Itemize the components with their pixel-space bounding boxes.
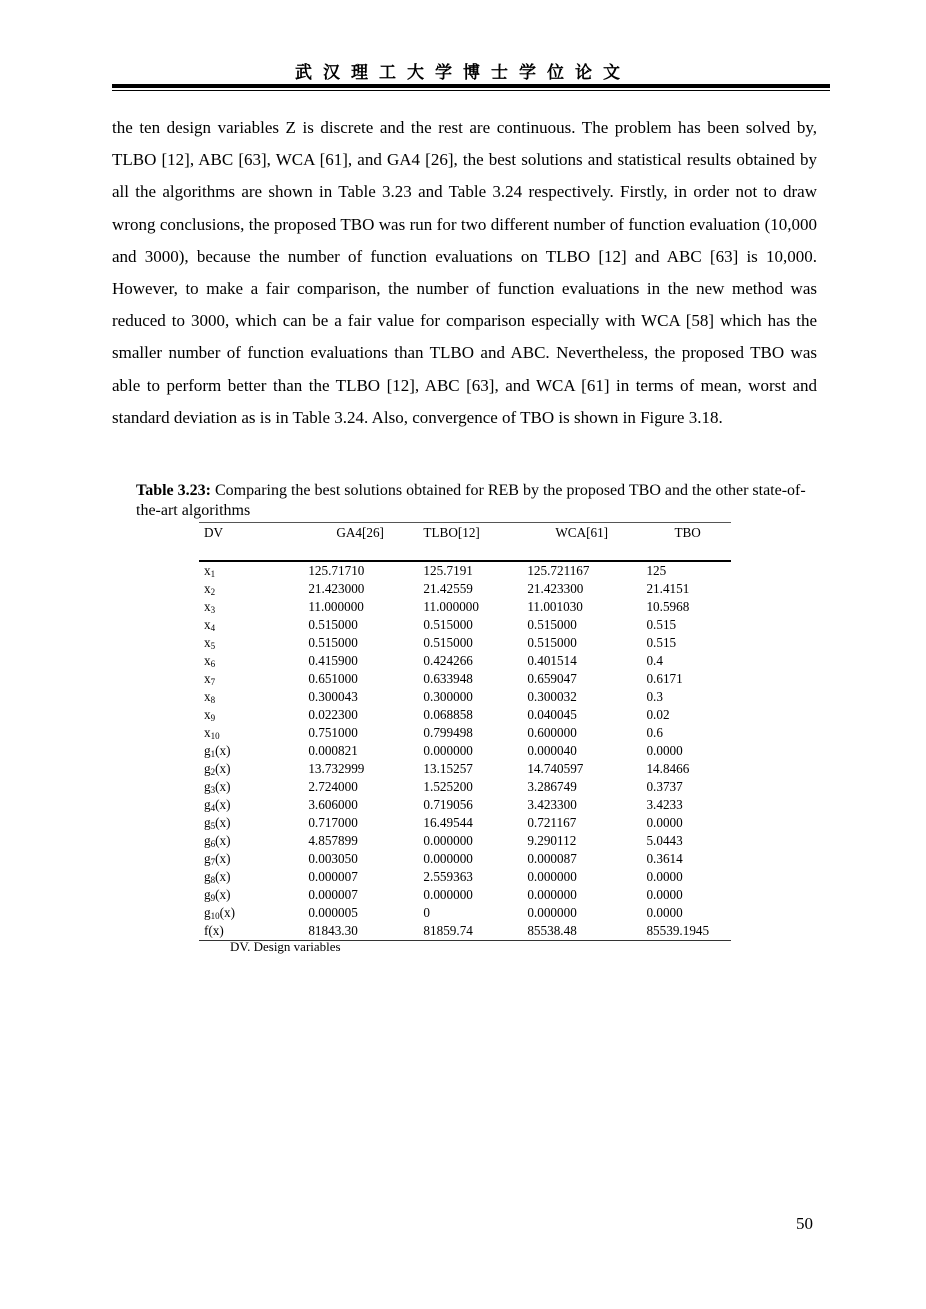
design-variable-cell	[199, 634, 308, 652]
variable-name: x	[204, 581, 211, 596]
body-paragraph-block	[112, 112, 817, 434]
value-cell: 0.515000	[423, 635, 473, 650]
variable-name: x	[204, 707, 211, 722]
variable-subscript: 8	[210, 695, 216, 705]
value-cell: 0.000000	[527, 905, 577, 920]
design-variable-cell	[199, 742, 308, 760]
design-variable-cell	[199, 561, 308, 580]
variable-name: g	[204, 761, 211, 776]
value-cell: 0.0000	[646, 905, 683, 920]
value-cell: 0.300043	[308, 689, 358, 704]
table-caption-text: Comparing the best solutions obtained for REB by the proposed TBO and the other state-of-the-art algorithms	[136, 482, 806, 519]
value-cell: 81859.74	[423, 923, 473, 938]
value-cell: 125.7191	[423, 563, 473, 578]
variable-name: x	[204, 671, 211, 686]
value-cell: 81843.30	[308, 923, 358, 938]
value-cell: 0.799498	[423, 725, 473, 740]
design-variable-cell	[199, 724, 308, 742]
design-variable-cell	[199, 706, 308, 724]
variable-subscript: 3	[210, 605, 216, 615]
column-header-tlbo: TLBO[12]	[423, 525, 480, 540]
value-cell: 0.0000	[646, 869, 683, 884]
value-cell: 10.5968	[646, 599, 690, 614]
design-variable-cell	[199, 616, 308, 634]
variable-suffix: (x)	[215, 887, 231, 902]
value-cell: 3.606000	[308, 797, 358, 812]
variable-name: x	[204, 617, 211, 632]
value-cell: 13.732999	[308, 761, 365, 776]
variable-subscript: 5	[210, 821, 216, 831]
variable-name: g	[204, 743, 211, 758]
design-variable-cell	[199, 814, 308, 832]
table-row	[199, 580, 731, 598]
design-variable-cell	[199, 832, 308, 850]
variable-suffix: (x)	[219, 905, 235, 920]
table-row	[199, 670, 731, 688]
value-cell: 0.3614	[646, 851, 683, 866]
variable-name: x	[204, 635, 211, 650]
value-cell: 0.6171	[646, 671, 683, 686]
table-row	[199, 742, 731, 760]
value-cell: 9.290112	[527, 833, 577, 848]
value-cell: 5.0443	[646, 833, 683, 848]
table-row	[199, 724, 731, 742]
value-cell: 2.559363	[423, 869, 473, 884]
value-cell: 0.068858	[423, 707, 473, 722]
design-variable-cell	[199, 922, 308, 941]
value-cell: 21.423000	[308, 581, 365, 596]
value-cell: 0.515000	[423, 617, 473, 632]
column-header-tbo: TBO	[674, 525, 701, 540]
table-row	[199, 760, 731, 778]
table-row	[199, 688, 731, 706]
value-cell: 0.000000	[527, 869, 577, 884]
variable-subscript: 10	[210, 911, 220, 921]
value-cell: 0.000087	[527, 851, 577, 866]
table-row	[199, 778, 731, 796]
value-cell: 85538.48	[527, 923, 577, 938]
variable-subscript: 9	[210, 893, 216, 903]
value-cell: 0.000000	[423, 887, 473, 902]
value-cell: 0.000007	[308, 869, 358, 884]
variable-subscript: 1	[210, 569, 216, 579]
value-cell: 11.000000	[308, 599, 364, 614]
design-variable-cell	[199, 580, 308, 598]
value-cell: 4.857899	[308, 833, 358, 848]
table-footnote: DV. Design variables	[230, 939, 341, 954]
page-number: 50	[796, 1214, 813, 1233]
value-cell: 0.3	[646, 689, 663, 704]
variable-subscript: 1	[210, 749, 216, 759]
results-table	[199, 522, 731, 941]
variable-subscript: 8	[210, 875, 216, 885]
variable-subscript: 7	[210, 857, 216, 867]
variable-name: g	[204, 797, 211, 812]
table-row	[199, 561, 731, 580]
variable-name: x	[204, 725, 211, 740]
value-cell: 0.02	[646, 707, 670, 722]
value-cell: 0.515	[646, 617, 677, 632]
value-cell: 0.415900	[308, 653, 358, 668]
value-cell: 21.4151	[646, 581, 690, 596]
design-variable-cell	[199, 760, 308, 778]
design-variable-cell	[199, 868, 308, 886]
table-row	[199, 706, 731, 724]
body-paragraph: the ten design variables Z is discrete and the rest are continuous. The problem has been solved by, TLBO [12], ABC [63], WCA [61], and GA4 [26], the best solutions and statistical results obtained by all the algorithms are shown in Table 3.23 and Table 3.24 respectively. Firstly, in order not to draw wrong conclusions, the proposed TBO was run for two different number of function evaluation (10,000 and 3000), because the number of function evaluations on TLBO [12] and ABC [63] is 10,000. However, to make a fair comparison, the number of function evaluations in the new method was reduced to 3000, which can be a fair value for comparison especially with WCA [58] which has the smaller number of function evaluations than TLBO and ABC. Nevertheless, the proposed TBO was able to perform better than the TLBO [12], ABC [63], and WCA [61] in terms of mean, worst and standard deviation as is in Table 3.24. Also, convergence of TBO is shown in Figure 3.18.	[112, 118, 817, 427]
variable-name: g	[204, 815, 211, 830]
variable-name: g	[204, 833, 211, 848]
variable-name: x	[204, 653, 211, 668]
table-row	[199, 616, 731, 634]
value-cell: 0.0000	[646, 815, 683, 830]
design-variable-cell	[199, 850, 308, 868]
design-variable-cell	[199, 598, 308, 616]
table-body	[199, 561, 731, 941]
value-cell: 0.515	[646, 635, 677, 650]
running-header-title: 武汉理工大学博士学位论文	[295, 63, 631, 83]
variable-suffix: (x)	[215, 833, 231, 848]
header-rule-thick	[112, 84, 830, 88]
variable-name: f(x)	[204, 923, 224, 938]
value-cell: 0	[423, 905, 431, 920]
table-row	[199, 904, 731, 922]
table-row	[199, 814, 731, 832]
value-cell: 3.423300	[527, 797, 577, 812]
value-cell: 0.515000	[527, 635, 577, 650]
design-variable-cell	[199, 778, 308, 796]
value-cell: 0.0000	[646, 743, 683, 758]
variable-subscript: 2	[210, 587, 216, 597]
value-cell: 1.525200	[423, 779, 473, 794]
variable-subscript: 6	[210, 839, 216, 849]
table-row	[199, 652, 731, 670]
variable-suffix: (x)	[215, 815, 231, 830]
design-variable-cell	[199, 904, 308, 922]
results-table-container	[199, 522, 731, 941]
design-variable-cell	[199, 688, 308, 706]
table-row	[199, 796, 731, 814]
variable-subscript: 4	[210, 803, 216, 813]
variable-suffix: (x)	[215, 743, 231, 758]
table-row	[199, 634, 731, 652]
value-cell: 0.721167	[527, 815, 577, 830]
value-cell: 0.515000	[308, 617, 358, 632]
value-cell: 11.000000	[423, 599, 479, 614]
variable-suffix: (x)	[215, 761, 231, 776]
design-variable-cell	[199, 652, 308, 670]
variable-name: g	[204, 887, 211, 902]
column-header-dv: DV	[204, 525, 224, 540]
value-cell: 0.300000	[423, 689, 473, 704]
value-cell: 0.600000	[527, 725, 577, 740]
value-cell: 0.6	[646, 725, 663, 740]
value-cell: 0.651000	[308, 671, 358, 686]
value-cell: 0.300032	[527, 689, 577, 704]
value-cell: 0.717000	[308, 815, 358, 830]
value-cell: 0.515000	[527, 617, 577, 632]
variable-name: g	[204, 779, 211, 794]
variable-name: g	[204, 869, 211, 884]
variable-subscript: 3	[210, 785, 216, 795]
header-rule-thin	[112, 90, 830, 91]
variable-name: x	[204, 563, 211, 578]
value-cell: 0.424266	[423, 653, 473, 668]
value-cell: 0.022300	[308, 707, 358, 722]
value-cell: 0.000005	[308, 905, 358, 920]
value-cell: 0.000821	[308, 743, 358, 758]
variable-suffix: (x)	[215, 779, 231, 794]
table-header-row	[199, 523, 731, 562]
value-cell: 0.0000	[646, 887, 683, 902]
variable-name: g	[204, 851, 211, 866]
variable-subscript: 7	[210, 677, 216, 687]
table-row	[199, 886, 731, 904]
variable-subscript: 6	[210, 659, 216, 669]
variable-name: x	[204, 599, 211, 614]
value-cell: 2.724000	[308, 779, 358, 794]
value-cell: 0.3737	[646, 779, 683, 794]
value-cell: 125.721167	[527, 563, 590, 578]
variable-name: x	[204, 689, 211, 704]
value-cell: 125.71710	[308, 563, 365, 578]
value-cell: 0.000000	[423, 833, 473, 848]
column-header-ga4: GA4[26]	[336, 525, 384, 540]
value-cell: 0.401514	[527, 653, 577, 668]
variable-subscript: 2	[210, 767, 216, 777]
value-cell: 16.49544	[423, 815, 473, 830]
design-variable-cell	[199, 670, 308, 688]
value-cell: 0.515000	[308, 635, 358, 650]
value-cell: 0.000000	[423, 851, 473, 866]
value-cell: 0.000040	[527, 743, 577, 758]
variable-subscript: 5	[210, 641, 216, 651]
value-cell: 11.001030	[527, 599, 583, 614]
column-header-wca: WCA[61]	[555, 525, 609, 540]
variable-suffix: (x)	[215, 851, 231, 866]
value-cell: 3.286749	[527, 779, 577, 794]
table-row	[199, 922, 731, 941]
value-cell: 0.000000	[527, 887, 577, 902]
variable-subscript: 10	[210, 731, 220, 741]
value-cell: 3.4233	[646, 797, 683, 812]
value-cell: 0.719056	[423, 797, 473, 812]
variable-name: g	[204, 905, 211, 920]
table-row	[199, 868, 731, 886]
table-row	[199, 598, 731, 616]
variable-subscript: 4	[210, 623, 216, 633]
value-cell: 125	[646, 563, 667, 578]
value-cell: 0.659047	[527, 671, 577, 686]
value-cell: 0.4	[646, 653, 663, 668]
variable-suffix: (x)	[215, 869, 231, 884]
table-caption-label: Table 3.23:	[136, 482, 211, 499]
value-cell: 13.15257	[423, 761, 473, 776]
value-cell: 14.8466	[646, 761, 690, 776]
table-row	[199, 832, 731, 850]
value-cell: 0.751000	[308, 725, 358, 740]
variable-suffix: (x)	[215, 797, 231, 812]
value-cell: 14.740597	[527, 761, 584, 776]
variable-subscript: 9	[210, 713, 216, 723]
design-variable-cell	[199, 796, 308, 814]
value-cell: 0.633948	[423, 671, 473, 686]
design-variable-cell	[199, 886, 308, 904]
value-cell: 0.000007	[308, 887, 358, 902]
value-cell: 21.423300	[527, 581, 584, 596]
value-cell: 21.42559	[423, 581, 473, 596]
table-row	[199, 850, 731, 868]
table-caption	[136, 481, 806, 521]
value-cell: 0.040045	[527, 707, 577, 722]
value-cell: 0.003050	[308, 851, 358, 866]
value-cell: 85539.1945	[646, 923, 710, 938]
value-cell: 0.000000	[423, 743, 473, 758]
